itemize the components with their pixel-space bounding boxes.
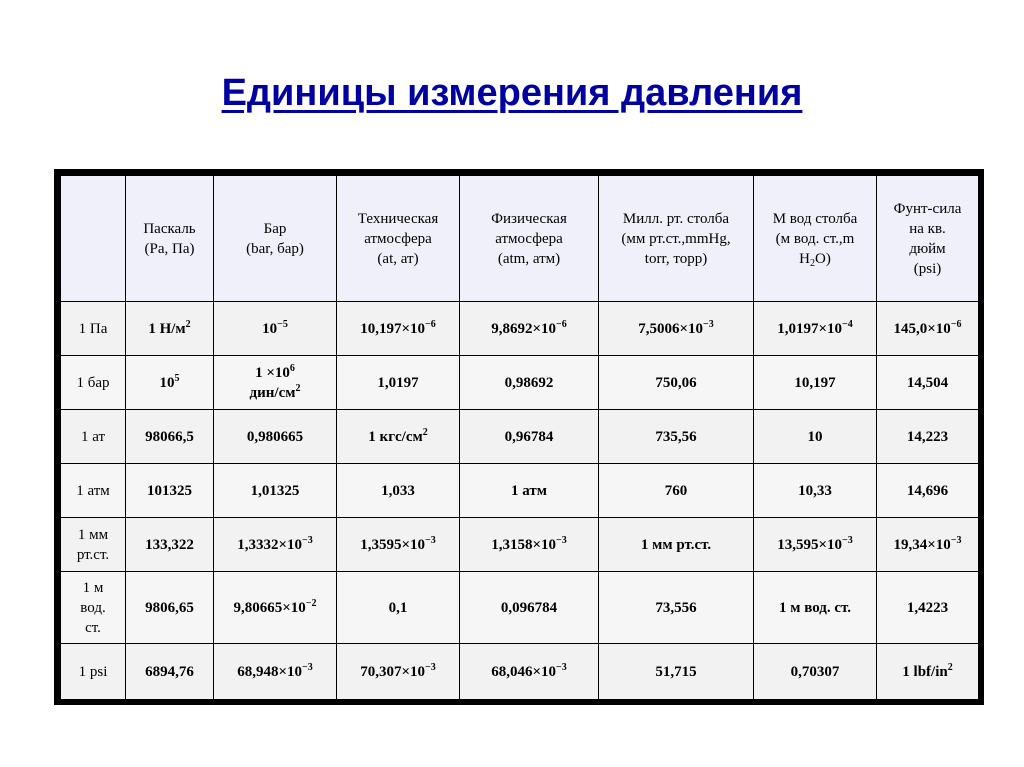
- column-header: Бар (bar, бар): [214, 176, 337, 302]
- table-cell: $1,3158\times 10^{-3}$: [460, 518, 599, 572]
- row-header: 1 ат: [61, 410, 126, 464]
- corner-cell: [61, 176, 126, 302]
- table-cell: 1 м вод. ст.: [754, 572, 877, 644]
- row-header: 1 psi: [61, 644, 126, 700]
- table-cell: 51,715: [599, 644, 754, 700]
- page-title: [0, 72, 1024, 115]
- table-cell: 1 мм рт.ст.: [599, 518, 754, 572]
- table-row: [61, 644, 979, 700]
- table-row: [61, 464, 979, 518]
- table-cell: 1 $Н/м^2$: [126, 302, 214, 356]
- table-cell: 14,696: [877, 464, 979, 518]
- table-cell: 1 атм: [460, 464, 599, 518]
- column-header: Физическая атмосфера (atm, атм): [460, 176, 599, 302]
- table-row: [61, 302, 979, 356]
- table-cell: 0,096784: [460, 572, 599, 644]
- table-cell: 735,56: [599, 410, 754, 464]
- table-cell: $7,5006\times 10^{-3}$: [599, 302, 754, 356]
- table-cell: $145,0\times 10^{-6}$: [877, 302, 979, 356]
- table-cell: 1,0197: [337, 356, 460, 410]
- table-row: [61, 410, 979, 464]
- table-cell: 0,980665: [214, 410, 337, 464]
- table-row: [61, 356, 979, 410]
- table-cell: 14,504: [877, 356, 979, 410]
- table-cell: 1,4223: [877, 572, 979, 644]
- table-cell: $9,8692\times 10^{-6}$: [460, 302, 599, 356]
- table-cell: $10^5$: [126, 356, 214, 410]
- row-header: 1 м вод. ст.: [61, 572, 126, 644]
- table-cell: 0,70307: [754, 644, 877, 700]
- table-cell: 10: [754, 410, 877, 464]
- table-cell: 0,96784: [460, 410, 599, 464]
- header-row: [61, 176, 979, 302]
- table-cell: 10,33: [754, 464, 877, 518]
- pressure-units-table: [60, 175, 979, 700]
- table-cell: 1 кгс/$см^2$: [337, 410, 460, 464]
- column-header: Паскаль (Pa, Па): [126, 176, 214, 302]
- table-frame: [54, 169, 984, 705]
- table-cell: 73,556: [599, 572, 754, 644]
- table-cell: $1,0197\times 10^{-4}$: [754, 302, 877, 356]
- table-cell: 750,06: [599, 356, 754, 410]
- column-header: М вод столба (м вод. ст.,m $H_2O$): [754, 176, 877, 302]
- table-cell: 0,1: [337, 572, 460, 644]
- table-cell: 1,033: [337, 464, 460, 518]
- column-header: Милл. рт. столба (мм рт.ст.,mmHg, torr, торр): [599, 176, 754, 302]
- row-header: 1 бар: [61, 356, 126, 410]
- table-cell: $1,3595\times 10^{-3}$: [337, 518, 460, 572]
- table-cell: 14,223: [877, 410, 979, 464]
- table-cell: 1 lbf/$in^2$: [877, 644, 979, 700]
- table-cell: $9,80665\times 10^{-2}$: [214, 572, 337, 644]
- table-cell: 1,01325: [214, 464, 337, 518]
- table-cell: 133,322: [126, 518, 214, 572]
- table-cell: 9806,65: [126, 572, 214, 644]
- table-cell: $68,948\times 10^{-3}$: [214, 644, 337, 700]
- row-header: 1 Па: [61, 302, 126, 356]
- table-cell: 10,197: [754, 356, 877, 410]
- column-header: Техническая атмосфера (at, ат): [337, 176, 460, 302]
- row-header: 1 атм: [61, 464, 126, 518]
- table-cell: $19,34\times 10^{-3}$: [877, 518, 979, 572]
- table-cell: 98066,5: [126, 410, 214, 464]
- table-row: [61, 572, 979, 644]
- table-cell: $70,307\times 10^{-3}$: [337, 644, 460, 700]
- table-cell: $13,595\times 10^{-3}$: [754, 518, 877, 572]
- table-row: [61, 518, 979, 572]
- table-body: [61, 302, 979, 700]
- row-header: 1 мм рт.ст.: [61, 518, 126, 572]
- table-cell: 101325: [126, 464, 214, 518]
- table-cell: $10,197\times 10^{-6}$: [337, 302, 460, 356]
- table-cell: $1 \times 10^6$ дин/$см^2$: [214, 356, 337, 410]
- table-cell: 0,98692: [460, 356, 599, 410]
- table-cell: 760: [599, 464, 754, 518]
- table-cell: 6894,76: [126, 644, 214, 700]
- table-cell: $10^{-5}$: [214, 302, 337, 356]
- table-cell: $68,046\times 10^{-3}$: [460, 644, 599, 700]
- page-title-text: Единицы измерения давления: [221, 72, 803, 114]
- column-header: Фунт-сила на кв. дюйм (psi): [877, 176, 979, 302]
- table-cell: $1,3332\times 10^{-3}$: [214, 518, 337, 572]
